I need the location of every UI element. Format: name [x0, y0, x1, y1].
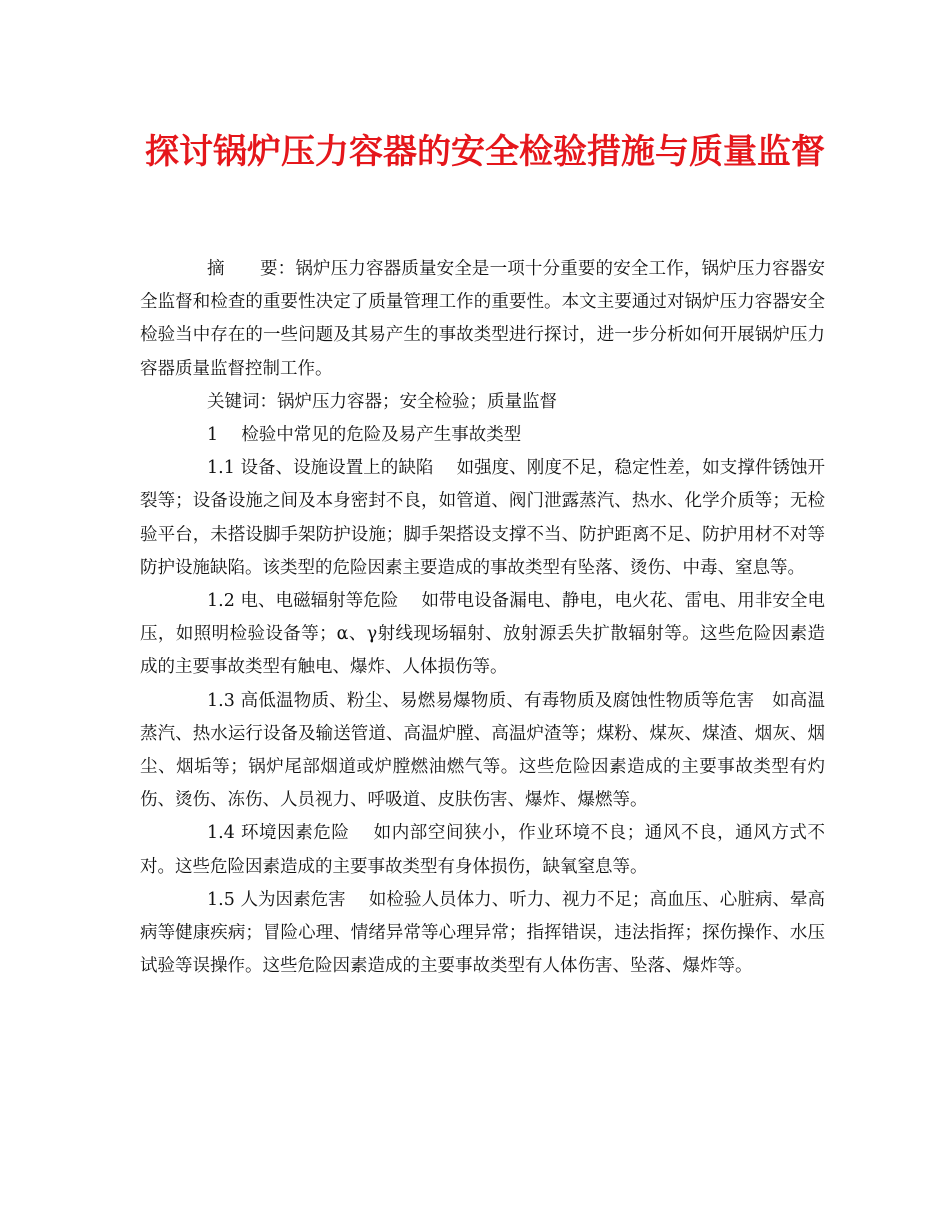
section-1-1-paragraph	[140, 452, 825, 585]
section-1-3-text: 如高温蒸汽、热水运行设备及输送管道、高温炉膛、高温炉渣等；煤粉、煤灰、煤渣、烟灰、烟尘、烟垢等；锅炉尾部烟道或炉膛燃油燃气等。这些危险因素造成的主要事故类型有灼伤、烫伤、冻伤、人员视力、呼吸道、皮肤伤害、爆炸、爆燃等。	[140, 690, 825, 811]
section-1-2-paragraph	[140, 585, 825, 685]
section-1-number: 1	[207, 425, 242, 446]
section-1-2-heading: 1.2 电、电磁辐射等危险	[207, 591, 422, 612]
section-1-2-text: 如带电设备漏电、静电，电火花、雷电、用非安全电压，如照明检验设备等；α、γ射线现场辐射、放射源丢失扩散辐射等。这些危险因素造成的主要事故类型有触电、爆炸、人体损伤等。	[140, 591, 825, 678]
section-1-1-text: 如强度、刚度不足，稳定性差，如支撑件锈蚀开裂等；设备设施之间及本身密封不良，如管道、阀门泄露蒸汽、热水、化学介质等；无检验平台，未搭设脚手架防护设施；脚手架搭设支撑不当、防护距离不足、防护用材不对等防护设施缺陷。该类型的危险因素主要造成的事故类型有坠落、烫伤、中毒、窒息等。	[140, 458, 825, 578]
section-1-5-heading: 1.5 人为因素危害	[207, 889, 369, 910]
section-1-4-text: 如内部空间狭小，作业环境不良；通风不良，通风方式不对。这些危险因素造成的主要事故类型有身体损伤，缺氧窒息等。	[140, 823, 825, 877]
document-title: 探讨锅炉压力容器的安全检验措施与质量监督	[145, 132, 825, 172]
keywords-text: 锅炉压力容器；安全检验；质量监督	[277, 391, 557, 412]
section-1-heading	[140, 419, 825, 452]
section-1-4-heading: 1.4 环境因素危险	[207, 823, 374, 844]
section-1-3-heading: 1.3 高低温物质、粉尘、易燃易爆物质、有毒物质及腐蚀性物质等危害	[207, 690, 773, 711]
section-1-5-paragraph	[140, 884, 825, 984]
abstract-paragraph	[140, 253, 825, 386]
section-1-title: 检验中常见的危险及易产生事故类型	[241, 425, 522, 446]
section-1-5-text: 如检验人员体力、听力、视力不足；高血压、心脏病、晕高病等健康疾病；冒险心理、情绪异常等心理异常；指挥错误，违法指挥；探伤操作、水压试验等误操作。这些危险因素造成的主要事故类型有人体伤害、坠落、爆炸等。	[140, 889, 825, 977]
section-1-3-paragraph	[140, 685, 825, 818]
keywords-label: 关键词：	[207, 391, 277, 412]
abstract-label: 摘 要：	[207, 259, 296, 279]
keywords-paragraph	[140, 386, 825, 419]
section-1-1-heading: 1.1 设备、设施设置上的缺陷	[207, 458, 457, 479]
abstract-text: 锅炉压力容器质量安全是一项十分重要的安全工作，锅炉压力容器安全监督和检查的重要性决定了质量管理工作的重要性。本文主要通过对锅炉压力容器安全检验当中存在的一些问题及其易产生的事故类型进行探讨，进一步分析如何开展锅炉压力容器质量监督控制工作。	[140, 259, 826, 379]
document-body	[140, 253, 825, 983]
section-1-4-paragraph	[140, 817, 825, 883]
